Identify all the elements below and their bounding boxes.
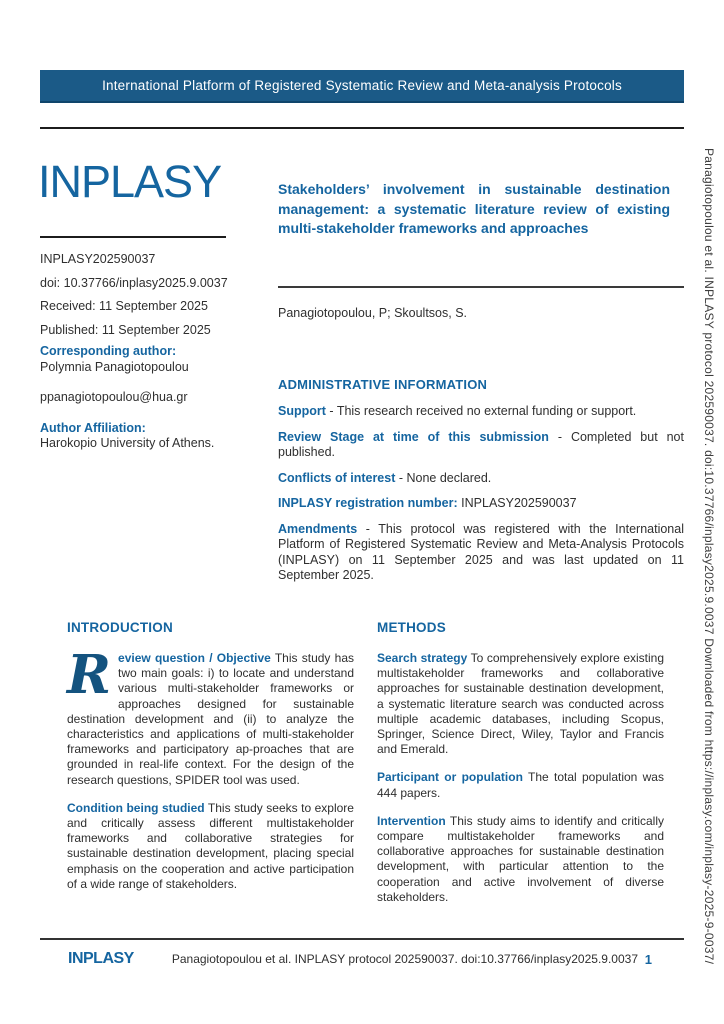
corresponding-author-name: Polymnia Panagiotopoulou — [40, 359, 189, 374]
methods-heading: METHODS — [377, 620, 446, 635]
admin-item-conflicts — [278, 471, 684, 487]
review-question-label: eview question / Objective — [118, 651, 271, 665]
dropcap-letter: R — [67, 644, 112, 706]
doi-line: doi: 10.37766/inplasy2025.9.0037 — [40, 275, 228, 290]
intervention-label: Intervention — [377, 813, 446, 828]
review-question-text: This study has two main goals: i) to locate and understand various multi-stakeholder frameworks or approaches designed for sustainable destination development and (ii) to analyze the characteristics and applications of multi-stakeholder frameworks and participatory ap-proaches that are grounded in real-life context. For the design of the research questions, SPIDER tool was used. — [67, 651, 354, 787]
review-question-paragraph — [67, 644, 354, 788]
administrative-information-heading: ADMINISTRATIVE INFORMATION — [278, 377, 488, 392]
author-affiliation: Harokopio University of Athens. — [40, 436, 215, 450]
authors-line: Panagiotopoulou, P; Skoultsos, S. — [278, 306, 468, 320]
corresponding-author-block — [40, 344, 272, 452]
condition-studied-paragraph — [67, 801, 354, 892]
administrative-information-section — [278, 377, 684, 594]
amendments-label: Amendments — [278, 521, 358, 536]
logo-divider — [40, 236, 226, 238]
participant-label: Participant or population — [377, 770, 523, 785]
article-title: Stakeholders’ involvement in sustainable destination management: a systematic literature review of existing multi-stakeholder frameworks and approaches — [278, 181, 670, 236]
corresponding-author-label: Corresponding author: — [40, 344, 177, 358]
search-strategy-text: To comprehensively explore existing multistakeholder frameworks and collaborative approaches for sustainable destination development, a systematic literature search was conducted across multiple academic databases, including Scopus, Springer, Science Direct, Wiley, Taylor and Francis and Emerald. — [377, 651, 665, 757]
support-label: Support — [278, 404, 326, 418]
introduction-heading: INTRODUCTION — [67, 620, 173, 635]
conflicts-label: Conflicts of interest — [278, 470, 396, 485]
registration-number: INPLASY202590037 — [40, 252, 156, 266]
corresponding-author-email: ppanagiotopoulou@hua.gr — [40, 390, 188, 404]
received-date: Received: 11 September 2025 — [40, 299, 208, 313]
protocol-meta-block — [40, 252, 270, 346]
conflicts-text: - None declared. — [398, 470, 492, 485]
published-date: Published: 11 September 2025 — [40, 322, 211, 337]
top-divider — [40, 127, 684, 129]
intervention-paragraph — [377, 814, 664, 905]
authors-divider — [278, 286, 684, 288]
admin-item-review-stage — [278, 430, 684, 461]
footer-divider — [40, 938, 684, 940]
amendments-text: - This protocol was registered with the International Platform of Registered Systematic Review and Meta-Analysis Protocols (INPLASY) on 11 September 2025 and was last updated on 11 September 2025. — [278, 521, 684, 582]
intervention-text: This study aims to identify and critically compare multistakeholder frameworks and collaborative approaches for sustainable destination development, with particular attention to the cooperation and active involvement of diverse stakeholders. — [377, 813, 664, 904]
condition-studied-label: Condition being studied — [67, 800, 205, 815]
footer-inplasy-logo: INPLASY — [68, 950, 134, 967]
admin-item-registration — [278, 496, 684, 512]
review-stage-text: - Completed but not published. — [278, 429, 684, 459]
page-footer — [40, 948, 684, 970]
participant-text: The total population was 444 papers. — [377, 770, 664, 800]
platform-banner-text: International Platform of Registered Systematic Review and Meta-analysis Protocols — [102, 78, 622, 93]
review-stage-label: Review Stage at time of this submission — [278, 429, 549, 444]
author-affiliation-label: Author Affiliation: — [40, 420, 146, 435]
participant-paragraph — [377, 770, 664, 800]
admin-item-support — [278, 404, 684, 420]
methods-section — [377, 620, 664, 918]
condition-studied-text: This study seeks to explore and critically assess different multistakeholder frameworks and collaborative strategies for sustainable destination development, placing special emphasis on the cooperation and active participation of a wide range of stakeholders. — [67, 800, 354, 891]
sidebar-vertical-citation: Panagiotopoulou et al. INPLASY protocol 202590037. doi:10.37766/inplasy2025.9.0037 Downloaded from https://inplasy.com/inplasy-2025-9-0037/ — [702, 148, 716, 965]
registration-label: INPLASY registration number: — [278, 496, 458, 510]
page-number: 1 — [644, 951, 652, 967]
footer-citation: Panagiotopoulou et al. INPLASY protocol 202590037. doi:10.37766/inplasy2025.9.0037 — [171, 952, 638, 966]
support-text: - This research received no external funding or support. — [329, 404, 637, 418]
search-strategy-paragraph — [377, 651, 664, 757]
inplasy-logo: INPLASY — [38, 156, 222, 207]
platform-banner — [40, 70, 684, 103]
registration-text: INPLASY202590037 — [461, 496, 577, 510]
admin-item-amendments — [278, 522, 684, 584]
search-strategy-label: Search strategy — [377, 651, 468, 665]
introduction-section — [67, 620, 354, 905]
